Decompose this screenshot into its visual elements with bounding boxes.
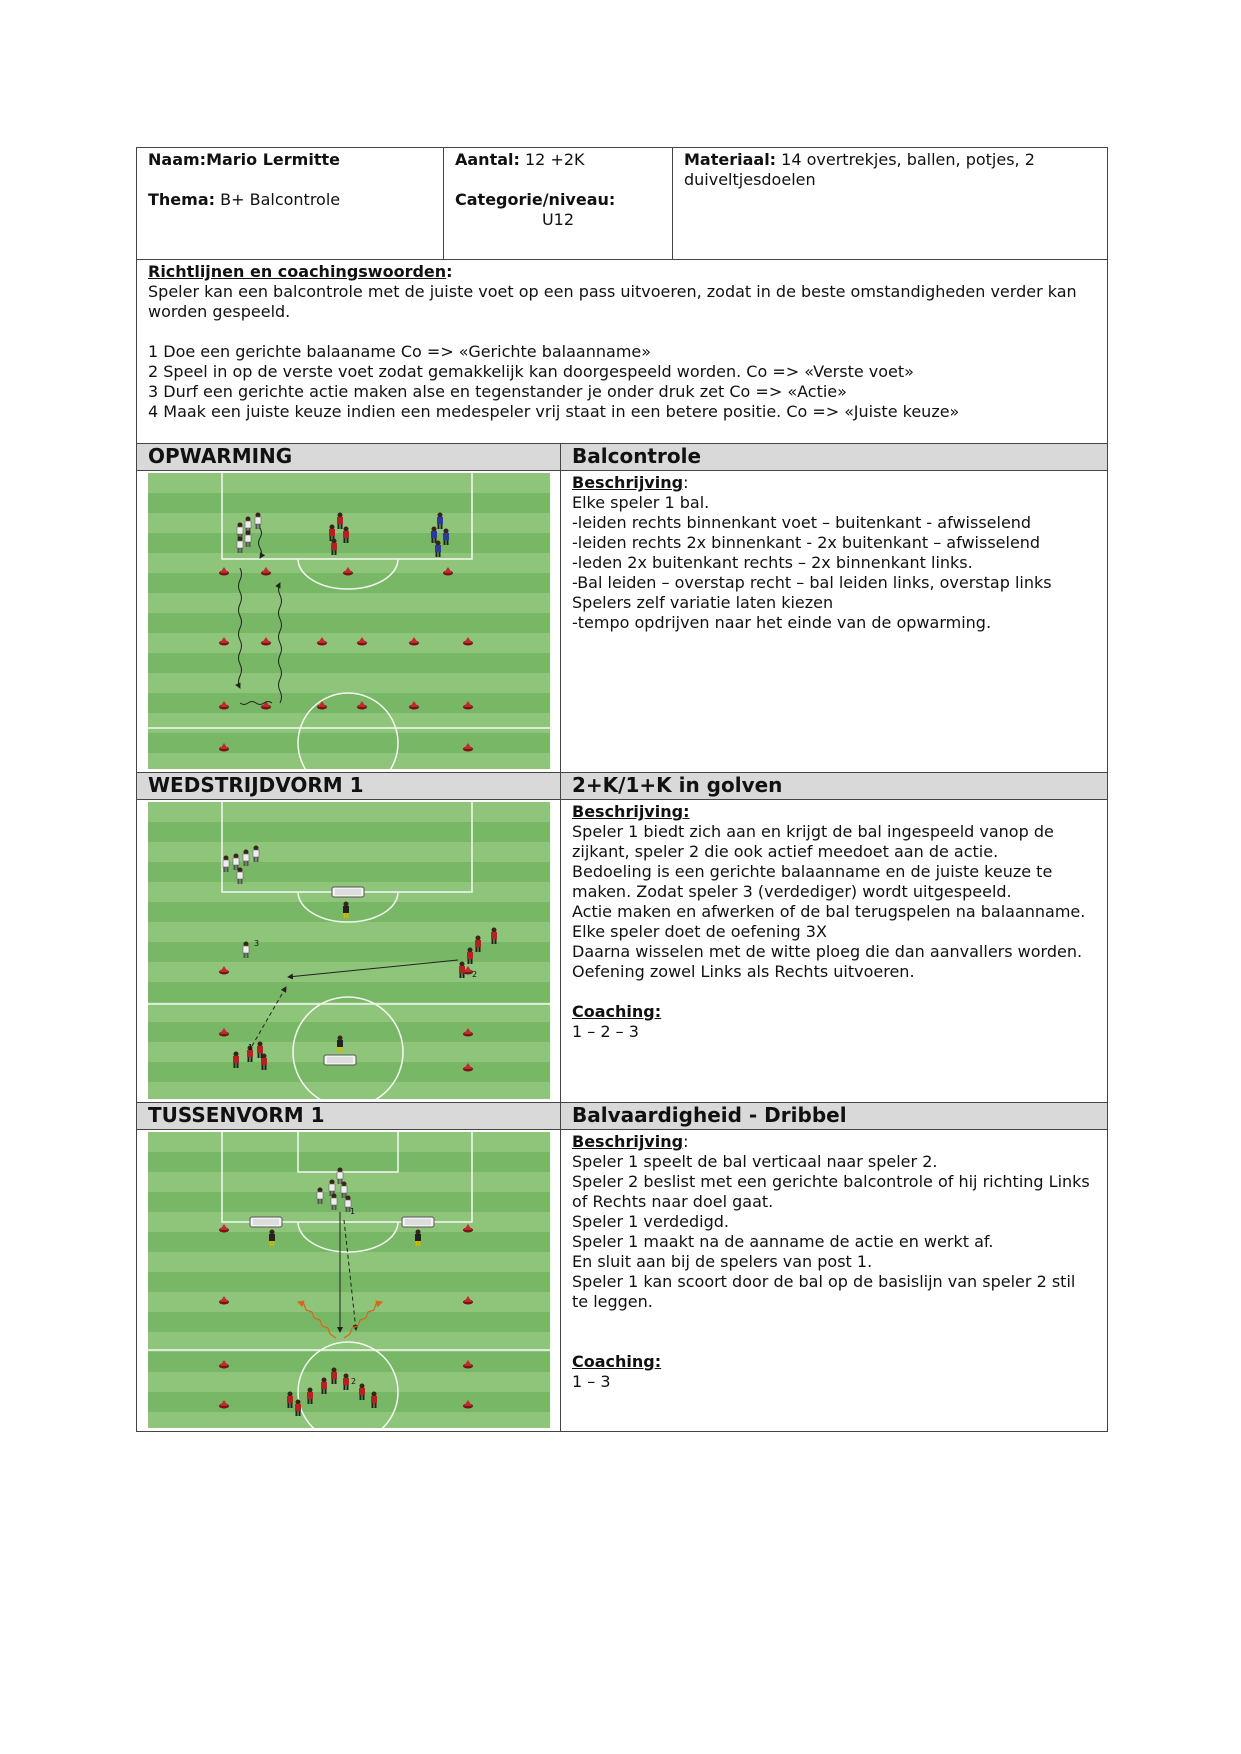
guideline-point: 2 Speel in op de verste voet zodat gemakkelijk kan doorgespeeld worden. Co => «Verste voet»	[148, 362, 914, 381]
section-left-title: WEDSTRIJDVORM 1	[137, 773, 561, 799]
aantal-value: 12 +2K	[525, 150, 585, 169]
coaching-label: Coaching:	[572, 1002, 662, 1021]
description-line: En sluit aan bij de spelers van post 1.	[572, 1252, 873, 1271]
player-number: 1	[350, 1207, 356, 1216]
materiaal-label: Materiaal:	[684, 150, 777, 169]
section-header-wedstrijdvorm	[136, 773, 1108, 800]
pitch-diagram-tussenvorm	[148, 1132, 550, 1428]
mini-goal	[324, 1055, 356, 1065]
naam-value: Mario Lermitte	[206, 150, 340, 169]
diagram-cell	[137, 1130, 561, 1431]
thema-value: B+ Balcontrole	[220, 190, 341, 209]
diagram-cell	[137, 471, 561, 772]
description-cell	[561, 1130, 1107, 1431]
description-line: -leiden rechts 2x binnenkant - 2x buitenkant – afwisselend	[572, 533, 1041, 552]
description-line: Daarna wisselen met de witte ploeg die dan aanvallers worden.	[572, 942, 1083, 961]
header-table	[136, 147, 1108, 260]
materiaal-value: 14 overtrekjes, ballen, potjes, 2 duiveltjesdoelen	[684, 150, 1035, 189]
beschrijving-label: Beschrijving	[572, 1132, 684, 1151]
description-line: Speler 1 kan scoort door de bal op de basislijn van speler 2 stil te leggen.	[572, 1272, 1081, 1311]
training-sheet	[136, 147, 1108, 1432]
description-line: Speler 1 maakt na de aanname de actie en werkt af.	[572, 1232, 994, 1251]
beschrijving-suffix: :	[683, 1132, 689, 1151]
description-line: Bedoeling is een gerichte balaanname en de juiste keuze te maken. Zodat speler 3 (verdediger) wordt uitgespeeld.	[572, 862, 1058, 901]
player-number: 2	[472, 970, 478, 979]
player-number: 1	[248, 1043, 254, 1052]
pitch-diagram-wedstrijdvorm	[148, 802, 550, 1099]
section-body-opwarming	[136, 471, 1108, 773]
description-line: Elke speler 1 bal.	[572, 493, 710, 512]
beschrijving-label: Beschrijving	[572, 473, 684, 492]
guidelines-intro: Speler kan een balcontrole met de juiste voet op een pass uitvoeren, zodat in de beste omstandigheden verder kan worden gespeeld.	[148, 282, 1077, 321]
description-line: Speler 1 biedt zich aan en krijgt de bal ingespeeld vanop de zijkant, speler 2 die ook actief meedoet aan de actie.	[572, 822, 1059, 861]
pitch-grass	[148, 473, 550, 769]
description-line: Oefening zowel Links als Rechts uitvoeren.	[572, 962, 915, 981]
description-line: -Bal leiden – overstap recht – bal leiden links, overstap links	[572, 573, 1052, 592]
section-header-opwarming	[136, 444, 1108, 471]
thema-label: Thema:	[148, 190, 216, 209]
coaching-label: Coaching:	[572, 1352, 662, 1371]
pitch-diagram-opwarming	[148, 473, 550, 769]
naam-label: Naam:	[148, 150, 207, 169]
guidelines-block	[136, 260, 1108, 444]
section-right-title: 2+K/1+K in golven	[572, 773, 783, 797]
pitch-grass	[148, 802, 550, 1099]
section-body-wedstrijdvorm	[136, 800, 1108, 1103]
description-line: -leiden rechts binnenkant voet – buitenkant - afwisselend	[572, 513, 1032, 532]
description-line: -tempo opdrijven naar het einde van de opwarming.	[572, 613, 992, 632]
coaching-value: 1 – 2 – 3	[572, 1022, 639, 1041]
description-line: Elke speler doet de oefening 3X	[572, 922, 827, 941]
diagram-cell	[137, 800, 561, 1102]
guideline-point: 3 Durf een gerichte actie maken alse en tegenstander je onder druk zet Co => «Actie»	[148, 382, 847, 401]
header-cell-count	[444, 148, 673, 259]
mini-goal	[250, 1217, 282, 1227]
player-number: 2	[351, 1377, 357, 1386]
beschrijving-label: Beschrijving:	[572, 802, 690, 821]
categorie-label: Categorie/niveau:	[455, 190, 616, 209]
beschrijving-suffix: :	[683, 473, 689, 492]
categorie-value: U12	[541, 210, 575, 229]
section-right-title: Balvaardigheid - Dribbel	[572, 1103, 847, 1127]
description-cell	[561, 471, 1107, 772]
guidelines-title: Richtlijnen en coachingswoorden	[148, 262, 447, 281]
header-cell-name	[137, 148, 444, 259]
section-left-title: OPWARMING	[137, 444, 561, 470]
mini-goal	[332, 887, 364, 897]
header-cell-material	[673, 148, 1107, 259]
coaching-value: 1 – 3	[572, 1372, 611, 1391]
mini-goal	[402, 1217, 434, 1227]
aantal-label: Aantal:	[455, 150, 520, 169]
description-line: Speler 2 beslist met een gerichte balcontrole of hij richting Links of Rechts naar doel gaat.	[572, 1172, 1095, 1211]
player-number: 3	[254, 939, 260, 948]
description-line: Actie maken en afwerken of de bal terugspelen na balaanname.	[572, 902, 1086, 921]
section-left-title: TUSSENVORM 1	[137, 1103, 561, 1129]
description-cell	[561, 800, 1107, 1102]
description-line: Spelers zelf variatie laten kiezen	[572, 593, 834, 612]
guideline-point: 1 Doe een gerichte balaaname Co => «Gerichte balaanname»	[148, 342, 652, 361]
description-line: -leden 2x buitenkant rechts – 2x binnenkant links.	[572, 553, 973, 572]
guideline-point: 4 Maak een juiste keuze indien een medespeler vrij staat in een betere positie. Co => «Juiste keuze»	[148, 402, 960, 421]
section-right-title: Balcontrole	[572, 444, 702, 468]
description-line: Speler 1 speelt de bal verticaal naar speler 2.	[572, 1152, 938, 1171]
section-body-tussenvorm	[136, 1130, 1108, 1432]
description-line: Speler 1 verdedigd.	[572, 1212, 729, 1231]
section-header-tussenvorm	[136, 1103, 1108, 1130]
guidelines-colon: :	[446, 262, 453, 281]
